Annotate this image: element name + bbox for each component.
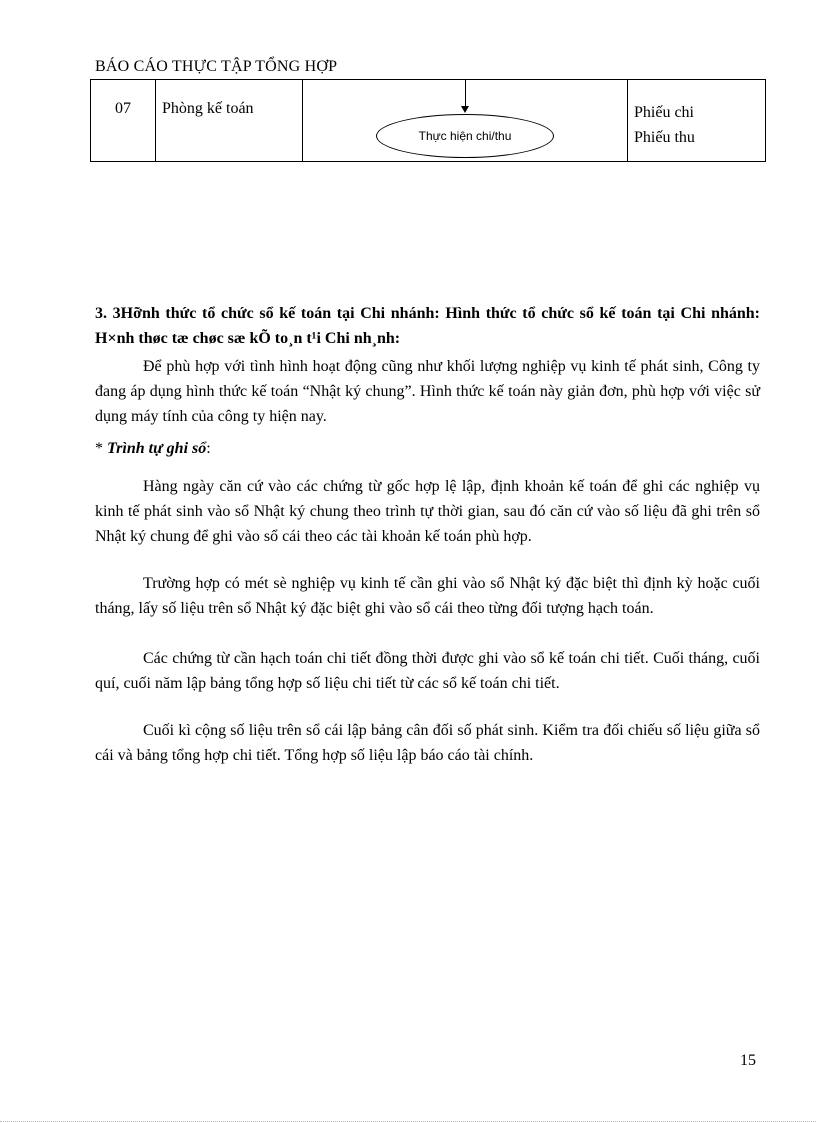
sequence-paragraph: Cuối kì cộng số liệu trên sổ cái lập bảng cân đối số phát sinh. Kiểm tra đối chiếu số liệu giữa sổ cái và bảng tổng hợp chi tiết. Tổng hợp số liệu lập báo cáo tài chính.: [95, 722, 760, 764]
section-title: 3. 3Hỡnh thức tổ chức sổ kế toán tại Chi nhánh: Hình thức tổ chức sổ kế toán tại Chi nhánh: H×nh thøc tæ chøc sæ kÕ to¸n t¹i Chi nh¸nh:: [95, 305, 760, 347]
sequence-title: Trình tự ghi sổ: [107, 440, 207, 457]
documents-cell: [628, 80, 766, 162]
sequence-heading: [95, 440, 211, 458]
sequence-paragraph: Trường hợp có mét sè nghiệp vụ kinh tế cần ghi vào sổ Nhật ký đặc biệt thì định kỳ hoặc cuối tháng, lấy số liệu trên sổ Nhật ký đặc biệt ghi vào sổ cái theo từng đối tượng hạch toán.: [95, 575, 760, 617]
department-cell: Phòng kế toán: [156, 80, 303, 162]
sequence-paragraph: Các chứng từ cần hạch toán chi tiết đồng thời được ghi vào sổ kế toán chi tiết. Cuối tháng, cuối quí, cuối năm lập bảng tổng hợp số liệu chi tiết từ các sổ kế toán chi tiết.: [95, 650, 760, 692]
document-item: Phiếu thu: [634, 129, 695, 146]
report-header: BÁO CÁO THỰC TẬP TỔNG HỢP: [95, 58, 338, 75]
document-item: Phiếu chi: [634, 104, 694, 121]
arrow-down-icon: [461, 106, 469, 113]
intro-paragraph: Để phù hợp với tình hình hoạt động cũng như khối lượng nghiệp vụ kinh tế phát sinh, Công ty đang áp dụng hình thức kế toán “Nhật ký chung”. Hình thức kế toán này giản đơn, phù hợp với việc sử dụng máy tính của công ty hiện nay.: [95, 358, 760, 425]
sequence-colon: :: [206, 440, 211, 457]
process-step-ellipse: [376, 114, 554, 158]
process-table: [90, 79, 766, 162]
process-step-label: Thực hiện chi/thu: [418, 129, 512, 143]
page-edge-divider: [0, 1121, 816, 1122]
table-row: [91, 80, 766, 162]
page-number: 15: [740, 1052, 756, 1069]
sequence-paragraph: Hàng ngày căn cứ vào các chứng từ gốc hợp lệ lập, định khoản kế toán để ghi các nghiệp vụ kinh tế phát sinh vào sổ Nhật ký chung theo trình tự thời gian, sau đó căn cứ vào số liệu đã ghi trên sổ Nhật ký chung để ghi vào sổ cái theo các tài khoản kế toán phù hợp.: [95, 478, 760, 545]
flow-cell: [303, 80, 628, 162]
row-number-cell: 07: [91, 80, 156, 162]
bullet-mark: *: [95, 440, 103, 457]
